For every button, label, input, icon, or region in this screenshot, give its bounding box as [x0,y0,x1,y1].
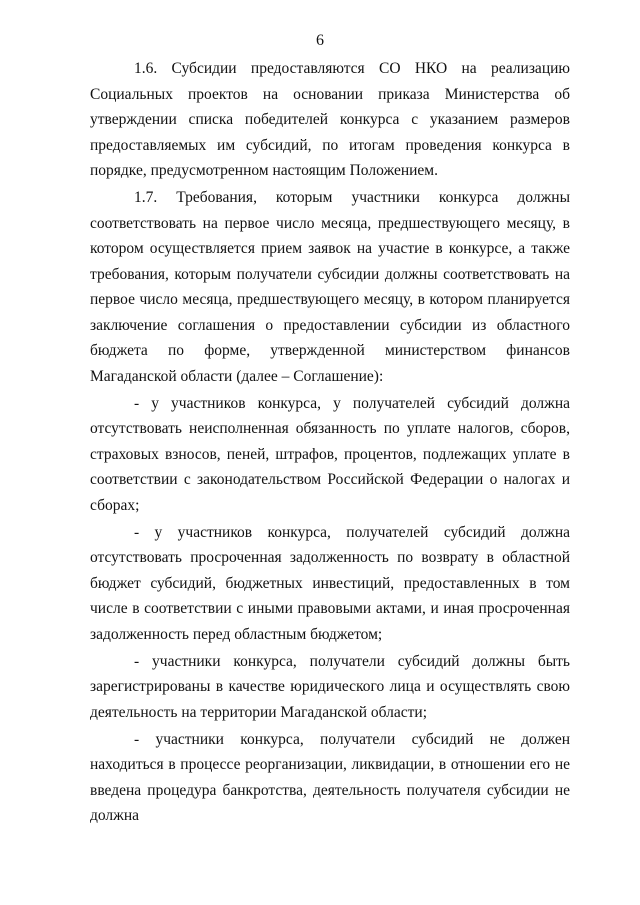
document-body [90,56,570,829]
paragraph-1-6: 1.6. Субсидии предоставляются СО НКО на реализацию Социальных проектов на основании приказа Министерства об утверждении списка победителей конкурса с указанием размеров предоставляемых им субсидий, по итогам проведения конкурса в порядке, предусмотренном настоящим Положением. [90,60,570,179]
requirement-registration: - участники конкурса, получатели субсидий должны быть зарегистрированы в качестве юридического лица и осуществлять свою деятельность на территории Магаданской области; [90,652,570,721]
requirement-overdue-debt: - у участников конкурса, получателей субсидий должна отсутствовать просроченная задолженность по возврату в областной бюджет субсидий, бюджетных инвестиций, предоставленных в том числе в соответствии с иными правовыми актами, и иная просроченная задолженность перед областным бюджетом; [90,523,570,643]
page-number: 6 [316,32,324,49]
paragraph-1-7: 1.7. Требования, которым участники конкурса должны соответствовать на первое число месяца, предшествующего месяцу, в котором осуществляется прием заявок на участие в конкурсе, а также требования, которым получатели субсидии должны соответствовать на первое число месяца, предшествующего месяцу, в котором планируется заключение соглашения о предоставлении субсидии из областного бюджета по форме, утвержденной министерством финансов Магаданской области (далее – Соглашение): [90,189,570,385]
requirement-reorganization: - участники конкурса, получатели субсидий не должен находиться в процессе реорганизации, ликвидации, в отношении его не введена процедура банкротства, деятельность получателя субсидии не должна [90,730,570,824]
requirement-taxes: - у участников конкурса, у получателей субсидий должна отсутствовать неисполненная обязанность по уплате налогов, сборов, страховых взносов, пеней, штрафов, процентов, подлежащих уплате в соответствии с законодательством Российской Федерации о налогах и сборах; [90,394,570,514]
